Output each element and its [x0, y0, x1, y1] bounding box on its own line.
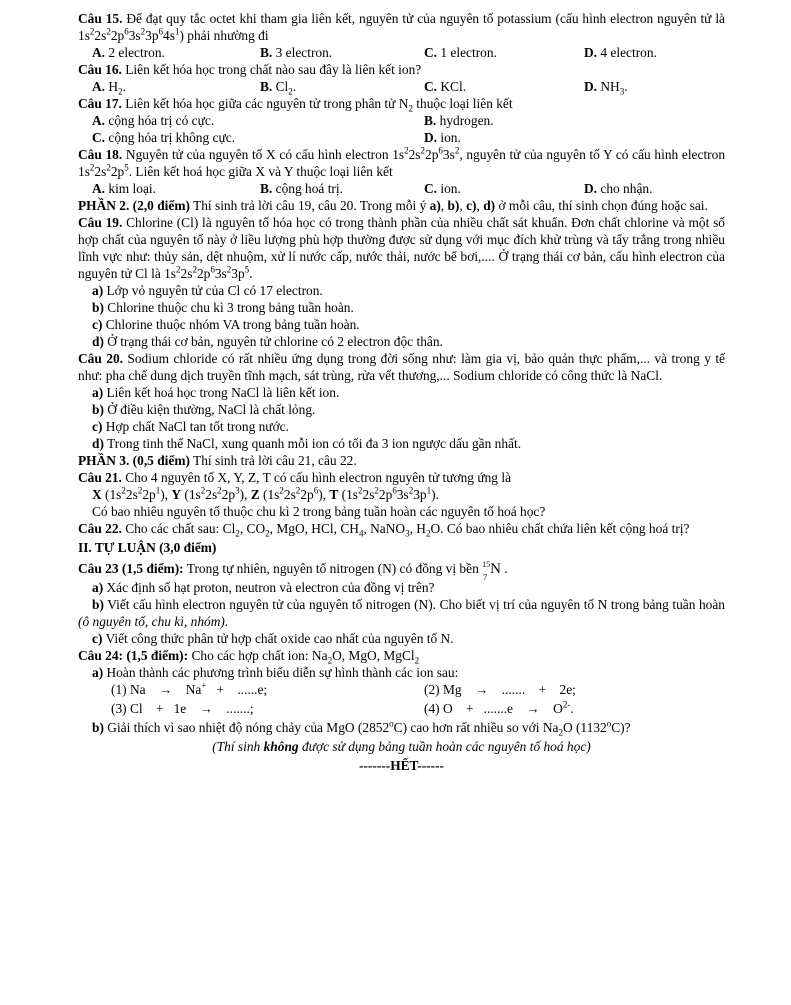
q18-label: Câu 18.	[78, 147, 123, 162]
equation-2: (2) Mg → ....... + 2e;	[424, 682, 576, 697]
q16-option-b: B. $Cl_2$.	[260, 79, 297, 97]
q19-item-a: a) Lớp vỏ nguyên tử của Cl có 17 electron.	[92, 283, 323, 298]
equation-row-2	[78, 700, 725, 719]
isotope-n15: 15 7 N	[482, 560, 501, 582]
q16-option-a: A. $H_2$.	[92, 79, 126, 97]
q21-label: Câu 21.	[78, 470, 122, 485]
q15-option-d: D. 4 electron.	[584, 45, 657, 60]
q17-text: Liên kết hóa học giữa các nguyên tử trong phân tử N	[121, 96, 409, 111]
q18-option-b: B. cộng hoá trị.	[260, 181, 343, 196]
q20-item-a: a) Liên kết hoá học trong NaCl là liên kết ion.	[92, 385, 340, 400]
q24-item-b: b) Giải thích vì sao nhiệt độ nóng chảy của MgO (2852$^o$C) cao hơn rất nhiều so với $Na_2O$ (1132$^o$C)?	[92, 718, 631, 738]
q15-text: Để đạt quy tắc octet khi tham gia liên kết, nguyên tử của nguyên tố potassium (cấu hình electron nguyên tử là 1s	[78, 11, 725, 43]
footer-note: (Thí sinh không được sử dụng bảng tuần hoàn các nguyên tố hoá học)	[212, 739, 591, 754]
q17-option-c: C. cộng hóa trị không cực.	[92, 130, 236, 145]
q15-option-c: C. 1 electron.	[424, 45, 497, 60]
equation-row-1	[78, 681, 725, 700]
q18-text-3: . Liên kết hoá học giữa X và Y thuộc loại liên kết	[128, 164, 393, 179]
part4-heading: II. TỰ LUẬN (3,0 điểm)	[78, 540, 217, 555]
q15-text-5: 3p	[145, 28, 159, 43]
q17-options-row-1	[78, 112, 725, 129]
q15-stem: Câu 15. Để đạt quy tắc octet khi tham gia liên kết, nguyên tử của nguyên tố potassium (cấu hình electron nguyên tử là $1s^22s^22p^63s^23p^64s^1$) phải nhường đi	[78, 11, 725, 43]
equation-1: (1) Na → Na+ + ......e;	[111, 680, 268, 697]
q18-stem: Câu 18. Nguyên tử của nguyên tố X có cấu hình electron $1s^22s^22p^63s^2$, nguyên tử của nguyên tố Y có cấu hình electron $1s^22s^22p^5$. Liên kết hoá học giữa X và Y thuộc loại liên kết	[78, 145, 726, 179]
q15-option-a: A. 2 electron.	[92, 45, 165, 60]
q21-configs: X $(1s^22s^22p^1)$, Y $(1s^22s^22p^3)$, Z $(1s^22s^22p^6)$, T $(1s^22s^22p^63s^23p^1)$.	[92, 485, 439, 502]
q19-text: Chlorine (Cl) là nguyên tố hóa học có trong thành phần của nhiều chất sát khuẩn. Đơn chất chlorine và một số hợp chất của nguyên tố này ở liều lượng phù hợp thường được sử dụng với mục đích khử trùng và tẩy trắng trong nhiều lĩnh vực như: thủy sản, dệt nhuộm, xử lí nước cấp, nước thải, nước bể bơi,.... Ở trạng thái cơ bản, cấu hình electron của nguyên tử Cl là 1s	[78, 215, 725, 281]
q17-option-a: A. cộng hóa trị có cực.	[92, 113, 215, 128]
q24-stem: Câu 24: (1,5 điểm): Cho các hợp chất ion: $Na_2O$, MgO, MgCl$_2$	[78, 648, 420, 666]
q22-label: Câu 22.	[78, 521, 122, 536]
q17-label: Câu 17.	[78, 96, 122, 111]
q19-label: Câu 19.	[78, 215, 123, 230]
q18-options	[78, 180, 725, 197]
q21-question: Có bao nhiêu nguyên tố thuộc chu kì 2 trong bảng tuần hoàn các nguyên tố hoá học?	[92, 504, 546, 519]
q24-label: Câu 24: (1,5 điểm):	[78, 648, 189, 663]
equation-4: (4) O + .......e → $O^{2-}$.	[424, 699, 574, 716]
q19-item-d: d) Ở trạng thái cơ bản, nguyên tử chlorine có 2 electron độc thân.	[92, 334, 443, 349]
q21-text: Cho 4 nguyên tố X, Y, Z, T có cấu hình electron nguyên tử tương ứng là	[121, 470, 512, 485]
q16-option-d: D. $NH_3$.	[584, 79, 628, 97]
q24-item-a: a) Hoàn thành các phương trình biểu diễn sự hình thành các ion sau:	[92, 665, 459, 680]
q18-option-c: C. ion.	[424, 181, 461, 196]
q20-stem	[78, 350, 725, 384]
q15-text-7: ) phải nhường đi	[179, 28, 269, 43]
q20-item-b: b) Ở điều kiện thường, NaCl là chất lỏng.	[92, 402, 316, 417]
q20-item-c: c) Hợp chất NaCl tan tốt trong nước.	[92, 419, 289, 434]
q17-options-row-2	[78, 129, 725, 146]
q15-text-6: 4s	[163, 28, 175, 43]
part3-heading	[78, 452, 725, 469]
end-marker: -------HẾT------	[358, 758, 445, 773]
q23-text: Trong tự nhiên, nguyên tố nitrogen (N) có đồng vị bền	[183, 561, 483, 576]
q19-item-b: b) Chlorine thuộc chu kì 3 trong bảng tuần hoàn.	[92, 300, 354, 315]
q15-label: Câu 15.	[78, 11, 123, 26]
q16-options	[78, 78, 725, 95]
q23-label: Câu 23 (1,5 điểm):	[78, 561, 184, 576]
q23-stem: Câu 23 (1,5 điểm): Trong tự nhiên, nguyên tố nitrogen (N) có đồng vị bền 15 7 N .	[78, 560, 508, 582]
q20-item-d: d) Trong tinh thể NaCl, xung quanh mỗi ion có tối đa 3 ion ngược dấu gần nhất.	[92, 436, 522, 451]
q16-text: Liên kết hóa học trong chất nào sau đây là liên kết ion?	[121, 62, 422, 77]
q20-label: Câu 20.	[78, 351, 123, 366]
q17-option-b: B. hydrogen.	[424, 113, 494, 128]
q16-option-c: C. KCl.	[424, 79, 467, 94]
q23-item-a: a) Xác định số hạt proton, neutron và electron của đồng vị trên?	[92, 580, 435, 595]
q16-label: Câu 16.	[78, 62, 122, 77]
q20-text: Sodium chloride có rất nhiều ứng dụng trong đời sống như: làm gia vị, bảo quản thực phẩm,... và trong y tế như: pha chế dung dịch truyền tĩnh mạch, sát trùng, rửa vết thương,... Sodium chloride có công thức là NaCl.	[78, 351, 725, 383]
q15-text-4: 3s	[128, 28, 141, 43]
part2-title: PHẦN 2. (2,0 điểm)	[78, 198, 190, 213]
q23-item-c: c) Viết công thức phân tử hợp chất oxide cao nhất của nguyên tố N.	[92, 631, 454, 646]
q22-stem: Câu 22. Cho các chất sau: $Cl_2$, $CO_2$, MgO, HCl, $CH_4$, NaNO$_3$, $H_2O$. Có bao nhiêu chất chứa liên kết cộng hoá trị?	[78, 521, 690, 539]
part2-text-2: ở mỗi câu, thí sinh chọn đúng hoặc sai.	[495, 198, 708, 213]
q18-text: Nguyên tử của nguyên tố X có cấu hình electron 1s	[122, 147, 405, 162]
q21-stem	[78, 469, 725, 486]
part2-heading: PHẦN 2. (2,0 điểm) Thí sinh trả lời câu 19, câu 20. Trong mỗi ý a), b), c), d) ở mỗi câu, thí sinh chọn đúng hoặc sai.	[78, 198, 708, 213]
q17-text-2: thuộc loại liên kết	[412, 96, 513, 111]
q15-text-3: 2p	[110, 28, 125, 43]
equation-3: (3) Cl + 1e → .......;	[111, 701, 254, 716]
q18-option-d: D. cho nhận.	[584, 181, 653, 196]
q23-item-b: b) Viết cấu hình electron nguyên tử của nguyên tố nitrogen (N). Cho biết vị trí của nguyên tố N trong bảng tuần hoàn (ô nguyên tố, chu kì, nhóm).	[78, 597, 725, 629]
q15-option-b: B. 3 electron.	[260, 45, 333, 60]
q17-stem: Câu 17. Liên kết hóa học giữa các nguyên tử trong phân tử $N_2$ thuộc loại liên kết	[78, 96, 513, 114]
part3-text: Thí sinh trả lời câu 21, câu 22.	[189, 453, 357, 468]
q17-option-d: D. ion.	[424, 130, 461, 145]
q15-options	[78, 44, 725, 61]
q19-stem: Câu 19. Chlorine (Cl) là nguyên tố hóa học có trong thành phần của nhiều chất sát khuẩn. Đơn chất chlorine và một số hợp chất của nguyên tố này ở liều lượng phù hợp thường được sử dụng với mục đích khử trùng và tẩy trắng trong nhiều lĩnh vực như: thủy sản, dệt nhuộm, xử lí nước cấp, nước thải, nước bể bơi,.... Ở trạng thái cơ bản, cấu hình electron của nguyên tử Cl là $1s^22s^22p^63s^23p^5$.	[78, 215, 725, 281]
q18-option-a: A. kim loại.	[92, 181, 156, 196]
part2-text: Thí sinh trả lời câu 19, câu 20. Trong mỗi ý	[189, 198, 430, 213]
part3-title: PHẦN 3. (0,5 điểm)	[78, 453, 190, 468]
q18-text-2: , nguyên tử của nguyên tố Y có cấu hình electron 1s	[78, 147, 726, 179]
q15-text-2: 2s	[94, 28, 107, 43]
q19-item-c: c) Chlorine thuộc nhóm VA trong bảng tuần hoàn.	[92, 317, 360, 332]
q16-stem	[78, 61, 725, 78]
